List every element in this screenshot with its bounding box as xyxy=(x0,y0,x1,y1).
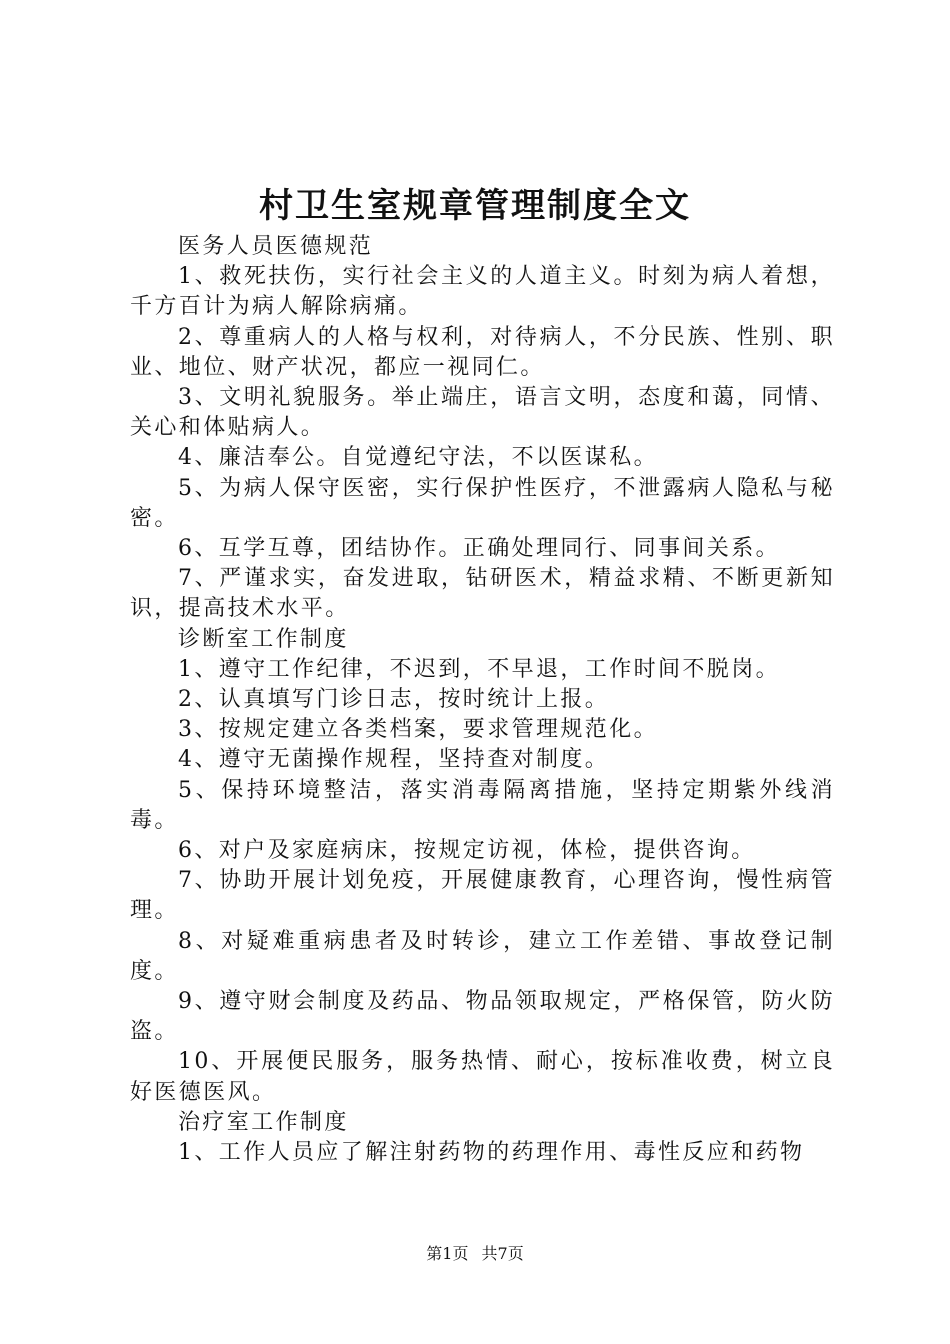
paragraph: 9、遵守财会制度及药品、物品领取规定，严格保管，防火防盗。 xyxy=(130,989,835,1045)
paragraph: 1、救死扶伤，实行社会主义的人道主义。时刻为病人着想，千方百计为病人解除病痛。 xyxy=(130,264,835,320)
paragraph: 7、协助开展计划免疫，开展健康教育，心理咨询，慢性病管理。 xyxy=(130,868,835,924)
section-heading: 医务人员医德规范 xyxy=(178,234,374,259)
section-heading: 诊断室工作制度 xyxy=(178,626,349,652)
paragraph: 4、廉洁奉公。自觉遵纪守法，不以医谋私。 xyxy=(178,445,658,471)
paragraph: 1、工作人员应了解注射药物的药理作用、毒性反应和药物 xyxy=(178,1140,805,1166)
page-number: 第1页 xyxy=(426,1244,469,1263)
document-body xyxy=(130,232,835,1168)
paragraph: 3、按规定建立各类档案，要求管理规范化。 xyxy=(178,717,658,743)
paragraph: 4、遵守无菌操作规程，坚持查对制度。 xyxy=(178,747,610,773)
document-title: 村卫生室规章管理制度全文 xyxy=(259,186,691,226)
paragraph: 6、互学互尊，团结协作。正确处理同行、同事间关系。 xyxy=(178,536,780,562)
paragraph: 2、尊重病人的人格与权利，对待病人，不分民族、性别、职业、地位、财产状况，都应一视同仁。 xyxy=(130,324,835,380)
paragraph: 6、对户及家庭病床，按规定访视，体检，提供咨询。 xyxy=(178,838,756,864)
page-total: 共7页 xyxy=(481,1244,524,1263)
paragraph: 10、开展便民服务，服务热情、耐心，按标准收费，树立良好医德医风。 xyxy=(130,1049,835,1105)
paragraph: 1、遵守工作纪律，不迟到，不早退，工作时间不脱岗。 xyxy=(178,656,780,682)
paragraph: 3、文明礼貌服务。举止端庄，语言文明，态度和蔼，同情、关心和体贴病人。 xyxy=(130,385,835,441)
paragraph: 5、保持环境整洁，落实消毒隔离措施，坚持定期紫外线消毒。 xyxy=(130,777,835,833)
paragraph: 7、严谨求实，奋发进取，钻研医术，精益求精、不断更新知识，提高技术水平。 xyxy=(130,566,835,622)
section-heading: 治疗室工作制度 xyxy=(178,1109,349,1135)
paragraph: 8、对疑难重病患者及时转诊，建立工作差错、事故登记制度。 xyxy=(130,928,835,984)
page-footer xyxy=(0,1243,950,1265)
paragraph: 2、认真填写门诊日志，按时统计上报。 xyxy=(178,687,610,713)
paragraph: 5、为病人保守医密，实行保护性医疗，不泄露病人隐私与秘密。 xyxy=(130,475,835,531)
